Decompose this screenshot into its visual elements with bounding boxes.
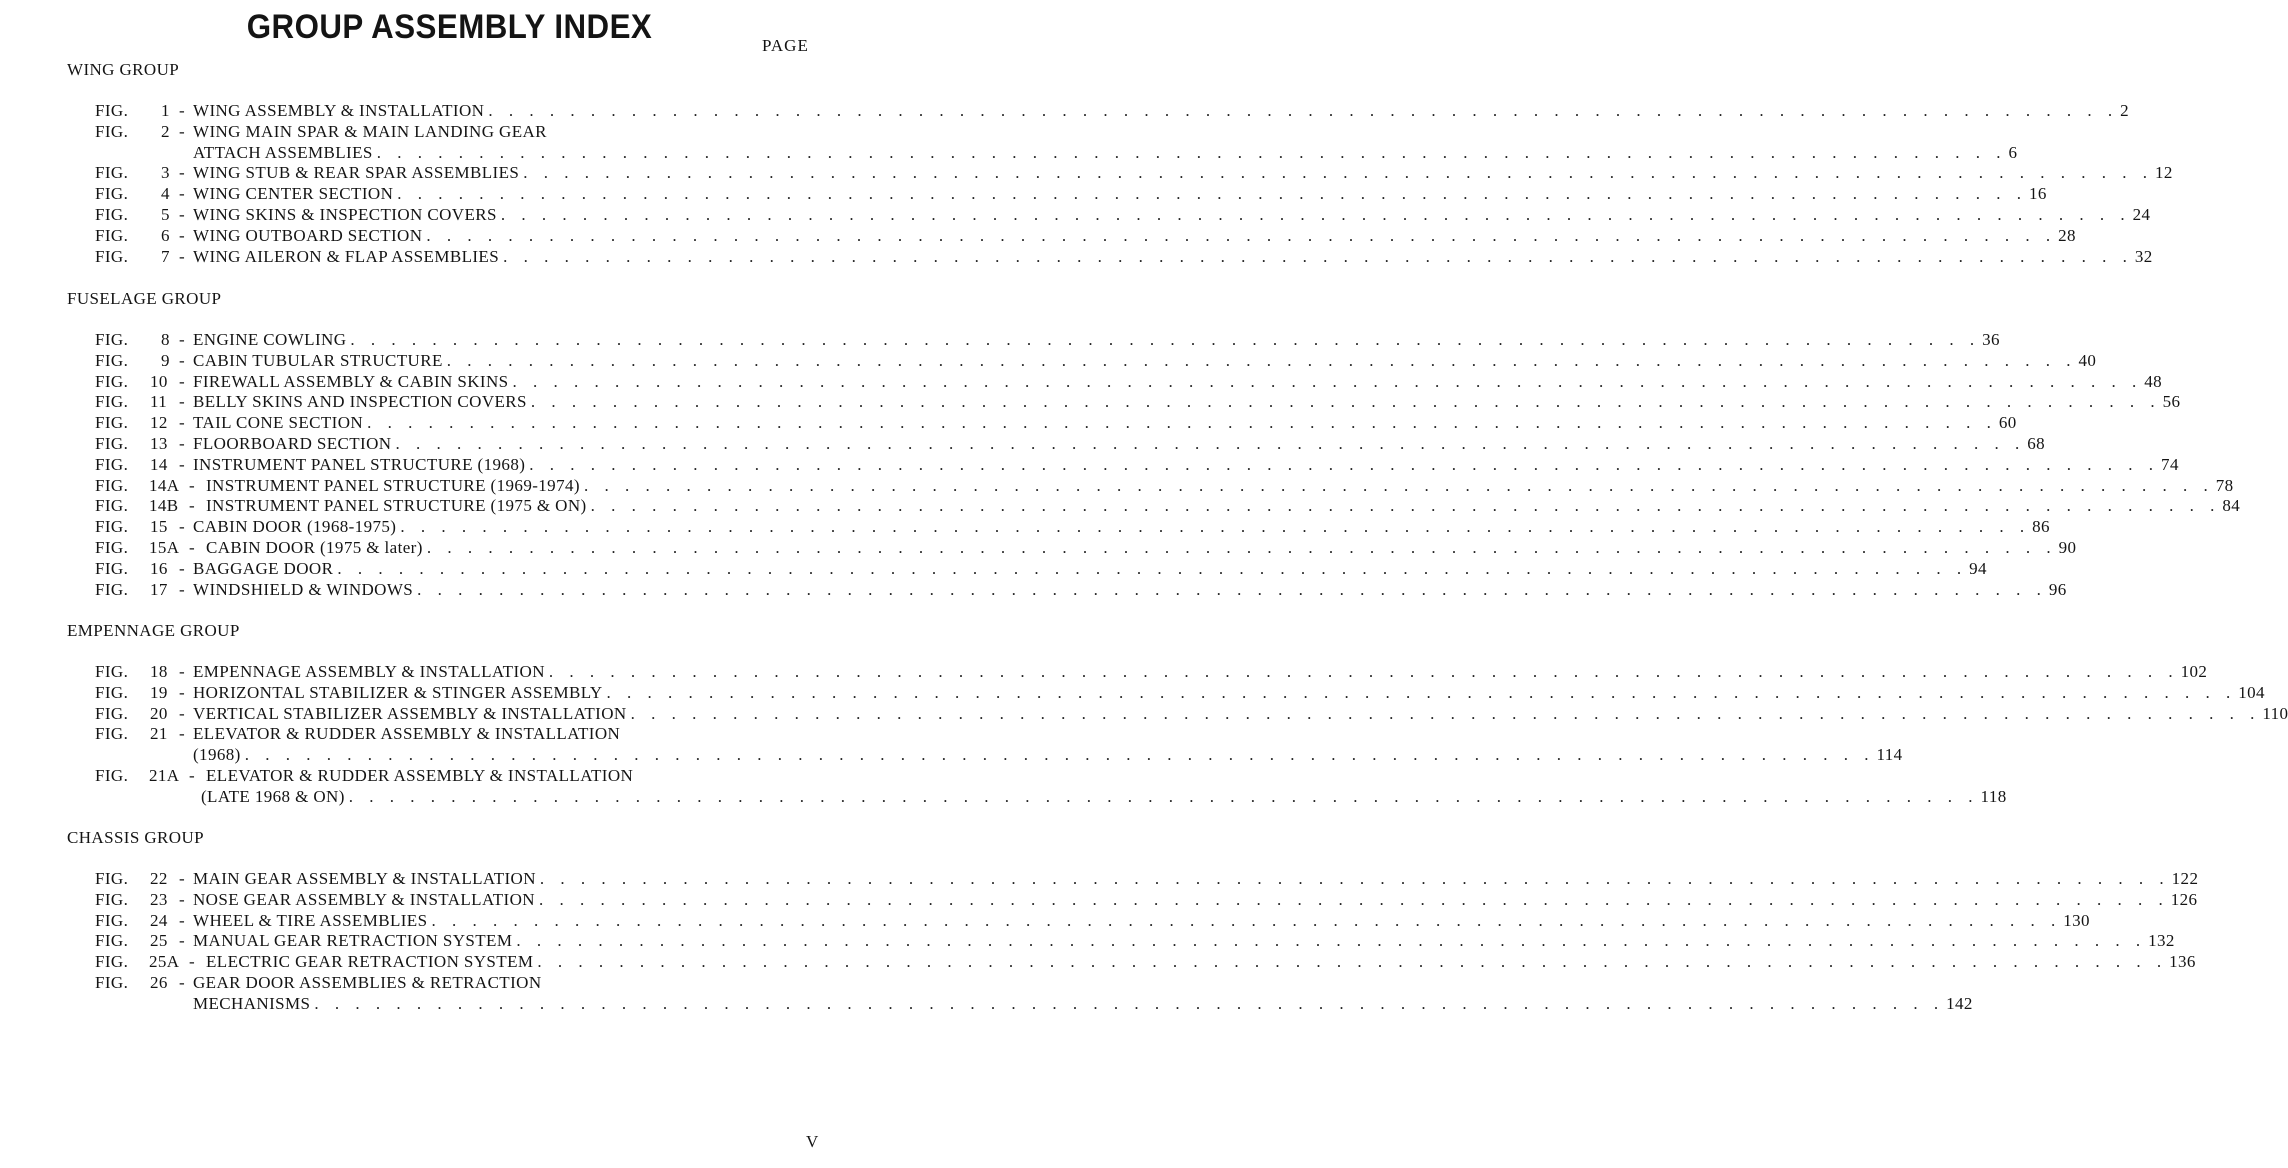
fig-dash: -: [179, 682, 186, 702]
entry-description: VERTICAL STABILIZER ASSEMBLY & INSTALLATION: [193, 703, 627, 723]
fig-dash: -: [179, 662, 186, 681]
entry-description-line: [206, 952, 2196, 972]
leader-dots: . . . . . . . . . . . . . . . . . . . . . . . . . . . . . . . . . . . . . . . . . . . . . . . . . . . . . . . . . . . . . . . . . . . . . . . . . . . . . . . .: [529, 454, 2160, 474]
index-entry[interactable]: [0, 101, 2129, 122]
entry-description-continued: ATTACH ASSEMBLIES: [193, 142, 373, 162]
entry-page-number: 126: [2170, 889, 2198, 909]
fig-number: 11: [150, 392, 168, 412]
fig-dash: -: [179, 350, 186, 370]
fig-label: FIG.: [95, 475, 129, 495]
entry-description-line: [193, 371, 2163, 392]
fig-dash: -: [179, 889, 186, 909]
fig-label: FIG.: [95, 454, 129, 474]
fig-label: FIG.: [95, 869, 129, 888]
leader-dots: . . . . . . . . . . . . . . . . . . . . . . . . . . . . . . . . . . . . . . . . . . . . . . . . . . . . . . . . . . . . . . . . . . . . . . . . . . . . . . . .: [590, 496, 2221, 516]
index-entry[interactable]: [0, 413, 2017, 434]
leader-dots: . . . . . . . . . . . . . . . . . . . . . . . . . . . . . . . . . . . . . . . . . . . . . . . . . . . . . . . . . . . . . . . . . . . . . . . . . . . . . . . .: [537, 952, 2168, 972]
entry-page-number: 56: [2162, 392, 2181, 412]
fig-number: 10: [150, 371, 168, 391]
entry-description: FLOORBOARD SECTION: [193, 434, 392, 453]
entry-description: CABIN DOOR (1968-1975): [193, 517, 397, 537]
entry-description-line: [193, 122, 547, 142]
fig-number: 19: [150, 682, 168, 702]
index-entry[interactable]: [0, 869, 2199, 890]
fig-label: FIG.: [95, 517, 129, 537]
fig-number: 15: [150, 517, 168, 537]
fig-dash: -: [189, 952, 196, 972]
leader-dots: . . . . . . . . . . . . . . . . . . . . . . . . . . . . . . . . . . . . . . . . . . . . . . . . . . . . . . . . . . . . . . . . . . . . . . . . . . . . . . . .: [244, 745, 1875, 765]
index-entry-continuation[interactable]: [0, 142, 2018, 164]
entry-description: INSTRUMENT PANEL STRUCTURE (1975 & ON): [206, 496, 587, 516]
fig-number: 6: [161, 225, 170, 245]
entry-page-number: 90: [2058, 538, 2077, 557]
entry-page-number: 122: [2171, 869, 2199, 888]
fig-label: FIG.: [95, 724, 129, 744]
leader-dots: . . . . . . . . . . . . . . . . . . . . . . . . . . . . . . . . . . . . . . . . . . . . . . . . . . . . . . . . . . . . . . . . . . . . . . . . . . . . . . . .: [583, 475, 2214, 495]
group-heading: FUSELAGE GROUP: [67, 289, 222, 308]
fig-dash: -: [179, 184, 186, 204]
entry-page-number: 118: [1980, 786, 2007, 806]
fig-label: FIG.: [95, 225, 129, 245]
fig-label: FIG.: [95, 538, 129, 557]
fig-label: FIG.: [95, 371, 129, 391]
fig-number: 14: [150, 454, 168, 474]
entry-description-continued: (LATE 1968 & ON): [201, 786, 345, 806]
leader-dots: . . . . . . . . . . . . . . . . . . . . . . . . . . . . . . . . . . . . . . . . . . . . . . . . . . . . . . . . . . . . . . . . . . . . . . . . . . . . . . . .: [337, 558, 1968, 578]
entry-description-line: [193, 517, 2050, 537]
fig-number: 23: [150, 889, 168, 909]
entry-page-number: 68: [2027, 434, 2046, 453]
fig-dash: -: [179, 163, 186, 183]
fig-number: 21: [150, 724, 168, 744]
entry-page-number: 60: [1998, 413, 2017, 433]
entry-page-number: 16: [2029, 184, 2047, 204]
fig-number: 25A: [149, 952, 180, 972]
fig-number: 26: [150, 973, 168, 992]
entry-description-line: [193, 163, 2173, 183]
index-entry[interactable]: [0, 475, 2234, 497]
fig-number: 15A: [149, 538, 180, 557]
fig-number: 17: [150, 579, 168, 599]
index-entry[interactable]: [0, 538, 2077, 559]
entry-page-number: 102: [2180, 662, 2208, 681]
leader-dots: . . . . . . . . . . . . . . . . . . . . . . . . . . . . . . . . . . . . . . . . . . . . . . . . . . . . . . . . . . . . . . . . . . . . . . . . . . . . . . . .: [516, 931, 2147, 951]
index-entry[interactable]: [0, 330, 2000, 351]
index-entry[interactable]: [0, 225, 2076, 247]
fig-label: FIG.: [95, 205, 129, 224]
index-entry[interactable]: [0, 889, 2198, 911]
entry-page-number: 28: [2058, 225, 2076, 245]
entry-description: ELECTRIC GEAR RETRACTION SYSTEM: [206, 952, 534, 972]
entry-page-number: 114: [1876, 745, 1903, 765]
entry-description-line: [193, 662, 2208, 682]
index-entry[interactable]: [0, 579, 2067, 601]
entry-description: HORIZONTAL STABILIZER & STINGER ASSEMBLY: [193, 682, 603, 702]
entry-page-number: 74: [2161, 454, 2179, 474]
fig-dash: -: [179, 330, 186, 349]
entry-page-number: 48: [2144, 371, 2163, 391]
index-entry[interactable]: [0, 496, 2241, 517]
leader-dots: . . . . . . . . . . . . . . . . . . . . . . . . . . . . . . . . . . . . . . . . . . . . . . . . . . . . . . . . . . . . . . . . . . . . . . . . . . . . . . . .: [367, 413, 1997, 433]
leader-dots: . . . . . . . . . . . . . . . . . . . . . . . . . . . . . . . . . . . . . . . . . . . . . . . . . . . . . . . . . . . . . . . . . . . . . . . . . . . . . . . .: [426, 225, 2057, 245]
fig-label: FIG.: [95, 101, 129, 120]
fig-label: FIG.: [95, 330, 129, 349]
index-entry[interactable]: [0, 973, 899, 994]
entry-description-line: [193, 993, 1973, 1014]
fig-number: 25: [150, 931, 168, 951]
entry-description: EMPENNAGE ASSEMBLY & INSTALLATION: [193, 662, 545, 681]
entry-description: WING STUB & REAR SPAR ASSEMBLIES: [193, 163, 520, 183]
entry-description-line: [193, 413, 2017, 433]
fig-number: 1: [161, 101, 170, 120]
entry-page-number: 40: [2078, 350, 2097, 370]
fig-dash: -: [179, 392, 186, 412]
entry-description: ELEVATOR & RUDDER ASSEMBLY & INSTALLATION: [193, 724, 621, 744]
leader-dots: . . . . . . . . . . . . . . . . . . . . . . . . . . . . . . . . . . . . . . . . . . . . . . . . . . . . . . . . . . . . . . . . . . . . . . . . . . . . . . . .: [395, 434, 2026, 453]
index-entry-continuation[interactable]: [0, 786, 2007, 808]
entry-description: CABIN DOOR (1975 & later): [206, 538, 423, 557]
index-entry[interactable]: [0, 766, 899, 787]
fig-dash: -: [179, 931, 186, 951]
page-number-footer: V: [806, 1132, 819, 1151]
leader-dots: . . . . . . . . . . . . . . . . . . . . . . . . . . . . . . . . . . . . . . . . . . . . . . . . . . . . . . . . . . . . . . . . . . . . . . . . . . . . . . . .: [630, 703, 2261, 723]
leader-dots: . . . . . . . . . . . . . . . . . . . . . . . . . . . . . . . . . . . . . . . . . . . . . . . . . . . . . . . . . . . . . . . . . . . . . . . . . . . . . . . .: [431, 910, 2062, 930]
fig-label: FIG.: [95, 246, 129, 266]
entry-page-number: 32: [2134, 246, 2153, 266]
fig-dash: -: [179, 558, 186, 578]
entry-description-line: [193, 184, 2047, 204]
entry-description-line: [193, 142, 2018, 163]
entry-description-line: [193, 205, 2151, 225]
entry-description-line: [193, 931, 2175, 951]
group-heading: EMPENNAGE GROUP: [67, 621, 240, 640]
entry-page-number: 110: [2262, 703, 2288, 723]
leader-dots: . . . . . . . . . . . . . . . . . . . . . . . . . . . . . . . . . . . . . . . . . . . . . . . . . . . . . . . . . . . . . . . . . . . . . . . . . . . . . . . .: [512, 371, 2143, 391]
entry-description: WING AILERON & FLAP ASSEMBLIES: [193, 246, 500, 266]
fig-number: 21A: [149, 766, 180, 785]
leader-dots: . . . . . . . . . . . . . . . . . . . . . . . . . . . . . . . . . . . . . . . . . . . . . . . . . . . . . . . . . . . . . . . . . . . . . . . . . . . . . . . .: [606, 682, 2237, 702]
leader-dots: . . . . . . . . . . . . . . . . . . . . . . . . . . . . . . . . . . . . . . . . . . . . . . . . . . . . . . . . . . . . . . . . . . . . . . . . . . . . . . . .: [400, 517, 2031, 537]
fig-number: 24: [150, 910, 168, 930]
page-title: GROUP ASSEMBLY INDEX: [246, 8, 653, 46]
index-entry[interactable]: [0, 205, 2151, 226]
fig-dash: -: [179, 517, 186, 537]
entry-description: WING ASSEMBLY & INSTALLATION: [193, 101, 485, 120]
entry-page-number: 78: [2215, 475, 2234, 495]
entry-description-line: [193, 558, 1987, 579]
entry-description: ELEVATOR & RUDDER ASSEMBLY & INSTALLATION: [206, 766, 634, 785]
index-entry[interactable]: [0, 931, 2175, 952]
entry-description: NOSE GEAR ASSEMBLY & INSTALLATION: [193, 889, 535, 909]
leader-dots: . . . . . . . . . . . . . . . . . . . . . . . . . . . . . . . . . . . . . . . . . . . . . . . . . . . . . . . . . . . . . . . . . . . . . . . . . . . . . . . .: [488, 101, 2119, 120]
fig-label: FIG.: [95, 662, 129, 681]
entry-description-continued: (1968): [193, 745, 241, 765]
fig-number: 13: [150, 434, 168, 453]
entry-description: WHEEL & TIRE ASSEMBLIES: [193, 910, 428, 930]
fig-number: 9: [161, 350, 170, 370]
entry-page-number: 96: [2048, 579, 2067, 599]
index-entry[interactable]: [0, 682, 2265, 704]
leader-dots: . . . . . . . . . . . . . . . . . . . . . . . . . . . . . . . . . . . . . . . . . . . . . . . . . . . . . . . . . . . . . . . . . . . . . . . . . . . . . . . .: [446, 350, 2077, 370]
fig-label: FIG.: [95, 910, 129, 930]
index-entry[interactable]: [0, 246, 2153, 268]
fig-number: 3: [161, 163, 170, 183]
group-heading: WING GROUP: [67, 60, 180, 79]
fig-dash: -: [179, 579, 186, 599]
leader-dots: . . . . . . . . . . . . . . . . . . . . . . . . . . . . . . . . . . . . . . . . . . . . . . . . . . . . . . . . . . . . . . . . . . . . . . . . . . . . . . . .: [397, 184, 2027, 204]
fig-label: FIG.: [95, 931, 129, 951]
entry-description: TAIL CONE SECTION: [193, 413, 364, 433]
entry-description: ENGINE COWLING: [193, 330, 347, 349]
fig-dash: -: [189, 766, 196, 785]
entry-page-number: 136: [2169, 952, 2196, 972]
entry-description: FIREWALL ASSEMBLY & CABIN SKINS: [193, 371, 509, 391]
fig-label: FIG.: [95, 434, 129, 453]
fig-number: 16: [150, 558, 168, 578]
fig-dash: -: [179, 371, 186, 391]
entry-page-number: 2: [2120, 101, 2129, 120]
fig-label: FIG.: [95, 392, 129, 412]
entry-description-line: [193, 392, 2181, 412]
fig-dash: -: [179, 101, 186, 120]
fig-label: FIG.: [95, 184, 129, 204]
entry-description-line: [193, 330, 2000, 350]
leader-dots: . . . . . . . . . . . . . . . . . . . . . . . . . . . . . . . . . . . . . . . . . . . . . . . . . . . . . . . . . . . . . . . . . . . . . . . . . . . . . . . .: [523, 163, 2154, 183]
entry-description-line: [206, 475, 2234, 496]
entry-description-line: [193, 745, 1903, 765]
entry-description-line: [193, 246, 2153, 267]
entry-description-continued: MECHANISMS: [193, 993, 311, 1013]
fig-number: 4: [161, 184, 170, 204]
leader-dots: . . . . . . . . . . . . . . . . . . . . . . . . . . . . . . . . . . . . . . . . . . . . . . . . . . . . . . . . . . . . . . . . . . . . . . . . . . . . . . . .: [348, 786, 1979, 806]
entry-description-line: [193, 682, 2265, 703]
entry-description: CABIN TUBULAR STRUCTURE: [193, 350, 443, 370]
fig-number: 12: [150, 413, 168, 433]
fig-dash: -: [179, 225, 186, 245]
entry-description-line: [206, 766, 633, 786]
fig-label: FIG.: [95, 703, 129, 723]
index-entry[interactable]: [0, 517, 2050, 538]
entry-page-number: 84: [2222, 496, 2241, 516]
index-entry[interactable]: [0, 392, 2181, 413]
fig-label: FIG.: [95, 952, 129, 972]
entry-page-number: 142: [1946, 993, 1973, 1013]
index-entry[interactable]: [0, 454, 2179, 476]
entry-description: MANUAL GEAR RETRACTION SYSTEM: [193, 931, 513, 951]
fig-dash: -: [189, 538, 196, 557]
fig-dash: -: [179, 869, 186, 888]
entry-page-number: 12: [2155, 163, 2173, 183]
fig-dash: -: [179, 413, 186, 433]
index-entry[interactable]: [0, 350, 2097, 372]
fig-dash: -: [179, 910, 186, 930]
leader-dots: . . . . . . . . . . . . . . . . . . . . . . . . . . . . . . . . . . . . . . . . . . . . . . . . . . . . . . . . . . . . . . . . . . . . . . . . . . . . . . . .: [417, 579, 2047, 599]
leader-dots: . . . . . . . . . . . . . . . . . . . . . . . . . . . . . . . . . . . . . . . . . . . . . . . . . . . . . . . . . . . . . . . . . . . . . . . . . . . . . . . .: [426, 538, 2057, 557]
index-entry[interactable]: [0, 724, 899, 745]
fig-number: 18: [150, 662, 168, 681]
fig-label: FIG.: [95, 682, 129, 702]
fig-number: 2: [161, 121, 170, 141]
entry-description-line: [193, 869, 2199, 889]
fig-label: FIG.: [95, 973, 129, 992]
index-entry[interactable]: [0, 371, 2163, 393]
index-entry[interactable]: [0, 910, 2090, 932]
leader-dots: . . . . . . . . . . . . . . . . . . . . . . . . . . . . . . . . . . . . . . . . . . . . . . . . . . . . . . . . . . . . . . . . . . . . . . . . . . . . . . . .: [350, 330, 1981, 349]
entry-description-line: [206, 538, 2077, 558]
entry-description-line: [201, 786, 2007, 807]
entry-description-line: [193, 973, 542, 993]
leader-dots: . . . . . . . . . . . . . . . . . . . . . . . . . . . . . . . . . . . . . . . . . . . . . . . . . . . . . . . . . . . . . . . . . . . . . . . . . . . . . . . .: [376, 142, 2007, 162]
entry-page-number: 86: [2032, 517, 2050, 537]
fig-dash: -: [179, 205, 186, 224]
fig-label: FIG.: [95, 496, 129, 516]
index-entry[interactable]: [0, 163, 2173, 184]
index-entry[interactable]: [0, 122, 899, 143]
fig-number: 14A: [149, 475, 180, 495]
fig-dash: -: [179, 724, 186, 744]
fig-label: FIG.: [95, 579, 129, 599]
entry-description: BAGGAGE DOOR: [193, 558, 334, 578]
fig-label: FIG.: [95, 350, 129, 370]
leader-dots: . . . . . . . . . . . . . . . . . . . . . . . . . . . . . . . . . . . . . . . . . . . . . . . . . . . . . . . . . . . . . . . . . . . . . . . . . . . . . . . .: [500, 205, 2131, 224]
fig-number: 8: [161, 330, 170, 349]
index-entry-continuation[interactable]: [0, 993, 1973, 1015]
index-entry[interactable]: [0, 434, 2046, 455]
leader-dots: . . . . . . . . . . . . . . . . . . . . . . . . . . . . . . . . . . . . . . . . . . . . . . . . . . . . . . . . . . . . . . . . . . . . . . . . . . . . . . . .: [539, 869, 2170, 888]
fig-number: 14B: [149, 496, 179, 516]
fig-dash: -: [179, 454, 186, 474]
page-column-heading: PAGE: [762, 36, 809, 55]
entry-description-line: [193, 454, 2179, 475]
entry-description-line: [193, 101, 2129, 121]
fig-dash: -: [189, 475, 196, 495]
entry-description-line: [193, 434, 2046, 454]
index-entry[interactable]: [0, 184, 2047, 205]
entry-description-line: [193, 724, 620, 744]
fig-dash: -: [179, 121, 186, 141]
entry-description: INSTRUMENT PANEL STRUCTURE (1969-1974): [206, 475, 580, 495]
entry-description-line: [193, 703, 2288, 724]
entry-description: WINDSHIELD & WINDOWS: [193, 579, 414, 599]
fig-number: 7: [161, 246, 170, 266]
fig-label: FIG.: [95, 889, 129, 909]
entry-description: WING SKINS & INSPECTION COVERS: [193, 205, 497, 224]
entry-description: WING OUTBOARD SECTION: [193, 225, 423, 245]
entry-description: WING CENTER SECTION: [193, 184, 394, 204]
entry-description: BELLY SKINS AND INSPECTION COVERS: [193, 392, 527, 412]
index-entry-continuation[interactable]: [0, 745, 1903, 766]
entry-page-number: 132: [2148, 931, 2175, 951]
group-heading: CHASSIS GROUP: [67, 828, 204, 847]
fig-number: 22: [150, 869, 168, 888]
entry-description-line: [193, 225, 2076, 246]
fig-dash: -: [179, 973, 186, 992]
fig-label: FIG.: [95, 121, 129, 141]
leader-dots: . . . . . . . . . . . . . . . . . . . . . . . . . . . . . . . . . . . . . . . . . . . . . . . . . . . . . . . . . . . . . . . . . . . . . . . . . . . . . . . .: [538, 889, 2169, 909]
entry-description: MAIN GEAR ASSEMBLY & INSTALLATION: [193, 869, 536, 888]
entry-page-number: 36: [1982, 330, 2000, 349]
index-entry[interactable]: [0, 662, 2208, 683]
entry-description-line: [193, 350, 2097, 371]
fig-dash: -: [189, 496, 196, 516]
entry-description-line: [206, 496, 2241, 516]
fig-label: FIG.: [95, 163, 129, 183]
fig-number: 20: [150, 703, 168, 723]
entry-description-line: [193, 579, 2067, 600]
entry-page-number: 6: [2008, 142, 2018, 162]
fig-dash: -: [179, 703, 186, 723]
fig-dash: -: [179, 246, 186, 266]
entry-description: WING MAIN SPAR & MAIN LANDING GEAR: [193, 121, 547, 141]
index-entry[interactable]: [0, 703, 2288, 725]
entry-description-line: [193, 889, 2198, 910]
entry-page-number: 104: [2238, 682, 2265, 702]
entry-page-number: 24: [2132, 205, 2151, 224]
leader-dots: . . . . . . . . . . . . . . . . . . . . . . . . . . . . . . . . . . . . . . . . . . . . . . . . . . . . . . . . . . . . . . . . . . . . . . . . . . . . . . . .: [548, 662, 2179, 681]
entry-page-number: 94: [1969, 558, 1987, 578]
index-entry[interactable]: [0, 558, 1987, 580]
fig-number: 5: [161, 205, 170, 224]
entry-description-line: [193, 910, 2090, 931]
leader-dots: . . . . . . . . . . . . . . . . . . . . . . . . . . . . . . . . . . . . . . . . . . . . . . . . . . . . . . . . . . . . . . . . . . . . . . . . . . . . . . . .: [503, 246, 2133, 266]
fig-label: FIG.: [95, 413, 129, 433]
entry-description: INSTRUMENT PANEL STRUCTURE (1968): [193, 454, 526, 474]
entry-page-number: 130: [2063, 910, 2090, 930]
fig-label: FIG.: [95, 766, 129, 785]
leader-dots: . . . . . . . . . . . . . . . . . . . . . . . . . . . . . . . . . . . . . . . . . . . . . . . . . . . . . . . . . . . . . . . . . . . . . . . . . . . . . . . .: [530, 392, 2161, 412]
entry-description: GEAR DOOR ASSEMBLIES & RETRACTION: [193, 973, 542, 992]
fig-dash: -: [179, 434, 186, 453]
index-entry[interactable]: [0, 952, 2196, 973]
fig-label: FIG.: [95, 558, 129, 578]
leader-dots: . . . . . . . . . . . . . . . . . . . . . . . . . . . . . . . . . . . . . . . . . . . . . . . . . . . . . . . . . . . . . . . . . . . . . . . . . . . . . . . .: [314, 993, 1945, 1013]
